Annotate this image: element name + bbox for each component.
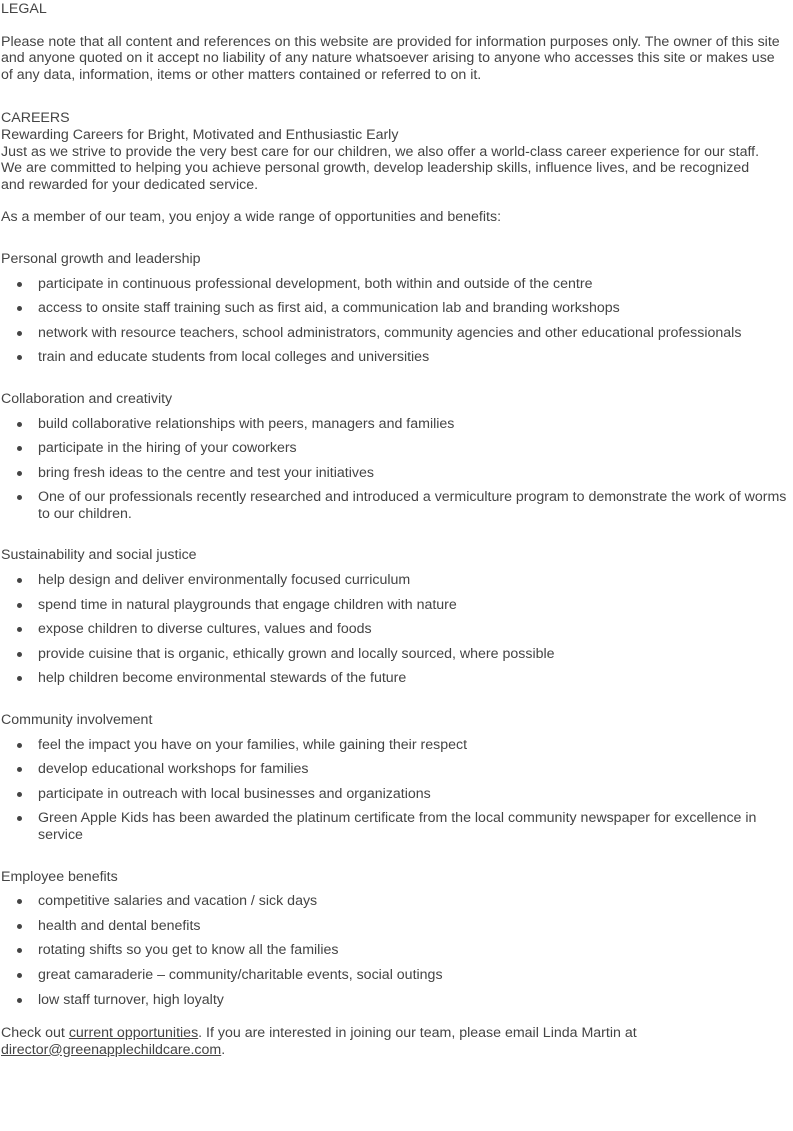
page (0, 1, 793, 1058)
section-title: Employee benefits (1, 868, 118, 885)
section-title: Personal growth and leadership (1, 250, 201, 267)
list-item: help design and deliver environmentally focused curriculum (0, 572, 793, 589)
current-opportunities-link[interactable]: current opportunities (68, 1025, 199, 1042)
footer-suffix: . (221, 1041, 226, 1058)
legal-body: Please note that all content and references on this website are provided for information purposes only. The owner of this site and anyone quoted on it accept no liability of any nature whatsoever arising to anyone who accesses this site or makes use of any data, information, items or other matters contained or referred to on it. (1, 33, 780, 83)
footer-prefix: Check out (1, 1025, 69, 1042)
careers-member-line: As a member of our team, you enjoy a wide range of opportunities and benefits: (1, 209, 502, 226)
section-sustainability (0, 547, 793, 687)
section-employee-benefits (0, 869, 793, 1009)
section-collaboration (0, 391, 793, 523)
list-item: participate in outreach with local businesses and organizations (0, 786, 793, 803)
list-item: expose children to diverse cultures, values and foods (0, 621, 793, 638)
list-item: participate in the hiring of your coworkers (0, 440, 793, 457)
section-personal-growth (0, 251, 793, 366)
list-item: low staff turnover, high loyalty (0, 992, 793, 1009)
list-item: develop educational workshops for families (0, 761, 793, 778)
list-item: network with resource teachers, school administrators, community agencies and other educational professionals (0, 325, 793, 342)
list-item: train and educate students from local colleges and universities (0, 349, 793, 366)
list-item: help children become environmental stewards of the future (0, 670, 793, 687)
bullet-list (0, 572, 793, 687)
bullet-list (0, 893, 793, 1008)
list-item: rotating shifts so you get to know all the families (0, 942, 793, 959)
list-item: feel the impact you have on your families, while gaining their respect (0, 737, 793, 754)
bullet-list (0, 416, 793, 523)
section-title: Collaboration and creativity (1, 390, 173, 407)
bullet-list (0, 737, 793, 844)
footer-middle: . If you are interested in joining our team, please email Linda Martin at (198, 1025, 637, 1042)
careers-intro: Just as we strive to provide the very best care for our children, we also offer a world-class career experience for our staff. We are committed to helping you achieve personal growth, develop leadership skills, influence lives, and be recognized and rewarded for your dedicated service. (1, 143, 760, 193)
section-community (0, 712, 793, 844)
legal-heading: LEGAL (1, 1, 47, 17)
list-item: bring fresh ideas to the centre and test your initiatives (0, 465, 793, 482)
section-title: Sustainability and social justice (1, 547, 197, 564)
list-item: provide cuisine that is organic, ethically grown and locally sourced, where possible (0, 646, 793, 663)
list-item: great camaraderie – community/charitable events, social outings (0, 967, 793, 984)
list-item: health and dental benefits (0, 918, 793, 935)
list-item: spend time in natural playgrounds that engage children with nature (0, 597, 793, 614)
list-item: build collaborative relationships with peers, managers and families (0, 416, 793, 433)
list-item: participate in continuous professional development, both within and outside of the centre (0, 276, 793, 293)
careers-footer (0, 1025, 793, 1058)
bullet-list (0, 276, 793, 366)
section-title: Community involvement (1, 712, 153, 729)
list-item: competitive salaries and vacation / sick days (0, 893, 793, 910)
list-item: access to onsite staff training such as first aid, a communication lab and branding workshops (0, 300, 793, 317)
list-item: Green Apple Kids has been awarded the platinum certificate from the local community newspaper for excellence in service (0, 810, 793, 843)
list-item: One of our professionals recently researched and introduced a vermiculture program to demonstrate the work of worms to our children. (0, 489, 793, 522)
director-email-link[interactable]: director@greenapplechildcare.com (1, 1041, 222, 1058)
careers-subheading: Rewarding Careers for Bright, Motivated and Enthusiastic Early (1, 126, 399, 143)
careers-heading: CAREERS (1, 110, 70, 127)
